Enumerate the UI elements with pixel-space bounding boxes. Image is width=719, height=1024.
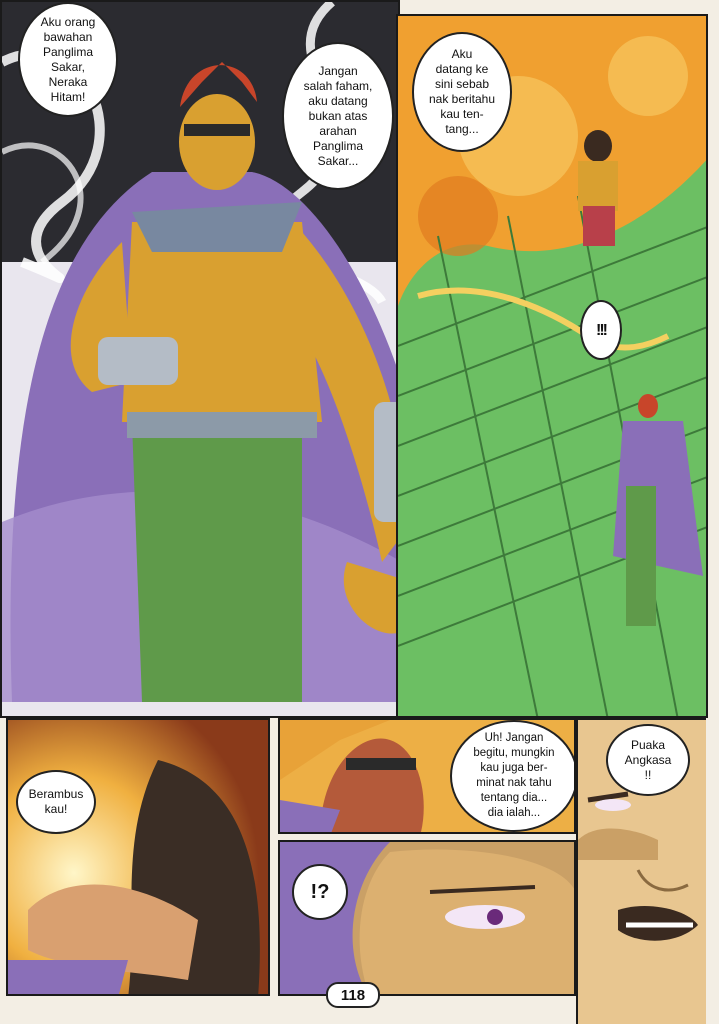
page-number: 118: [326, 982, 380, 1008]
panel-main-character: [0, 0, 400, 718]
bottom-left-art: [8, 720, 270, 996]
speech-bubble: !!!: [580, 300, 622, 360]
speech-bubble: Berambus kau!: [16, 770, 96, 834]
panel-bottom-left: [6, 718, 270, 996]
speech-bubble: Aku orang bawahan Panglima Sakar, Neraka Hitam!: [18, 2, 118, 117]
panel-bottom-middle-bottom: [278, 840, 576, 996]
panel-rooftop: [396, 14, 708, 718]
speech-bubble: !?: [292, 864, 348, 920]
speech-bubble: Puaka Angkasa !!: [606, 724, 690, 796]
speech-bubble: Jangan salah faham, aku datang bukan atas arahan Panglima Sakar...: [282, 42, 394, 190]
panel-bottom-right: [576, 718, 706, 1024]
panel-bottom-middle-top: [278, 718, 576, 834]
speech-bubble: Uh! Jangan begitu, mungkin kau juga ber- minat nak tahu tentang dia... dia ialah...: [450, 720, 576, 832]
speech-bubble: Aku datang ke sini sebab nak beritahu kau ten- tang...: [412, 32, 512, 152]
